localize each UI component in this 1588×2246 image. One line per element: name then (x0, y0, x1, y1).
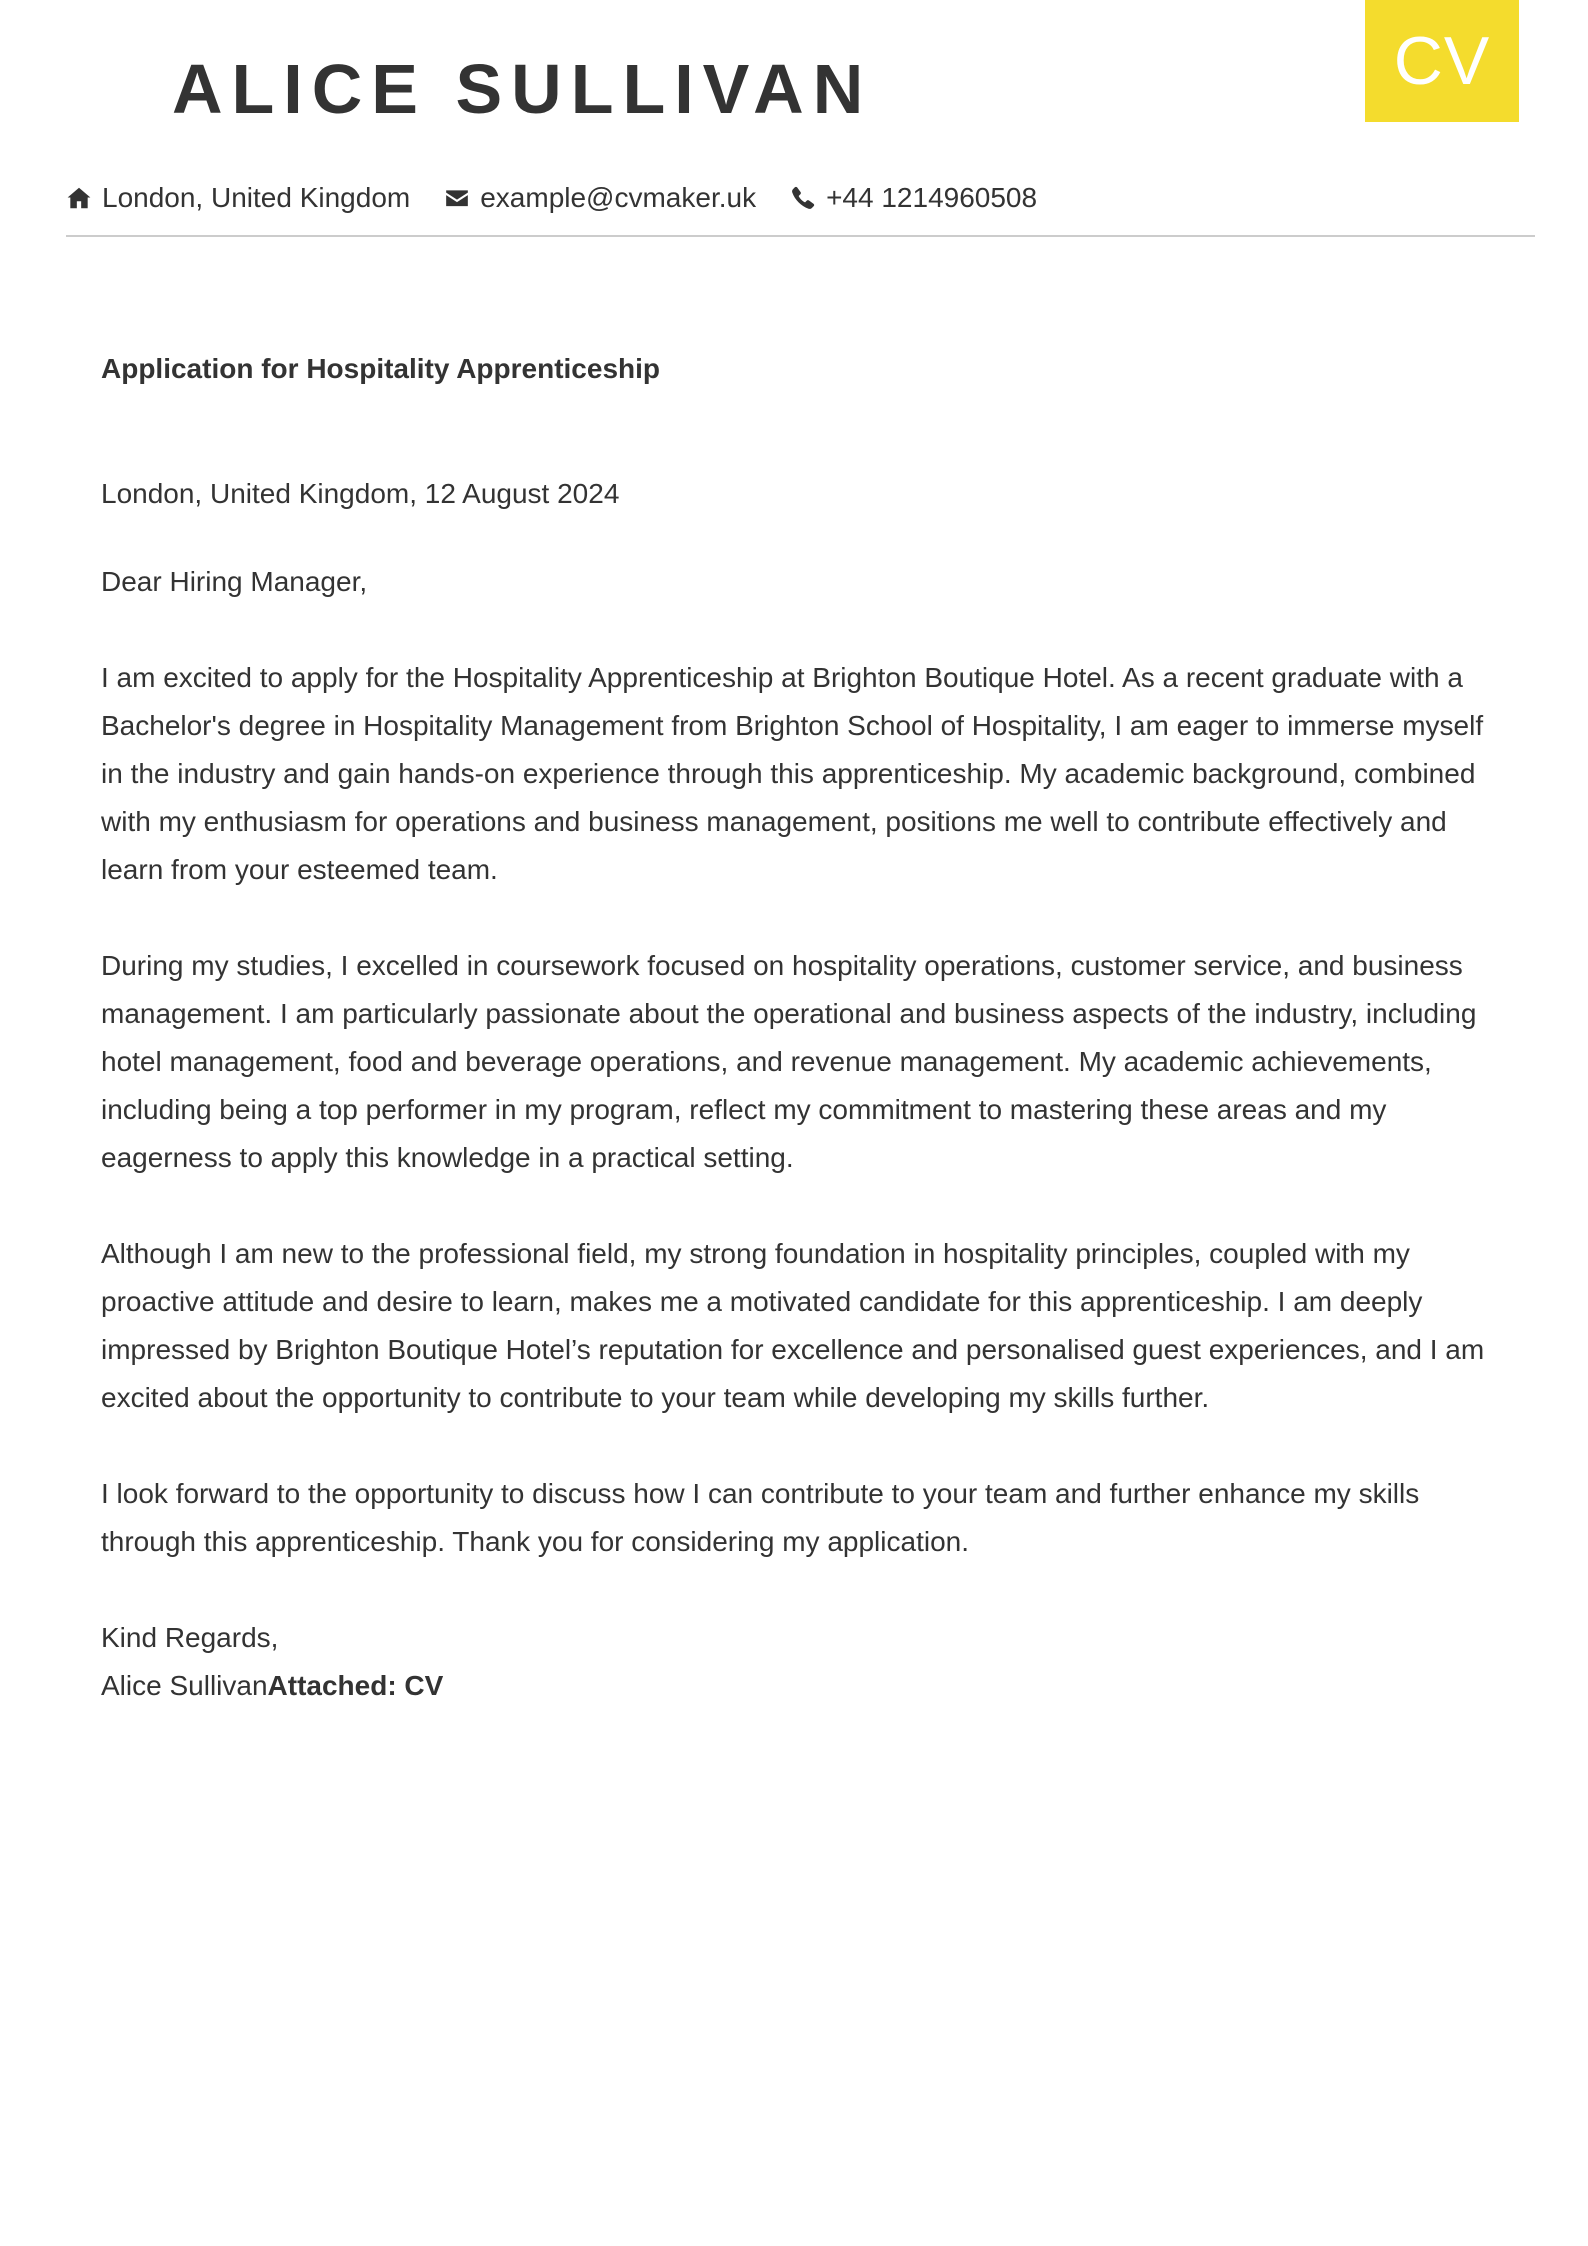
letter-closing: Kind Regards, (101, 1622, 279, 1653)
contact-location (66, 182, 410, 214)
envelope-icon (444, 185, 470, 211)
contact-bar (66, 176, 1071, 220)
letter-body (101, 345, 1501, 1710)
cv-logo-badge: CV (1365, 0, 1519, 122)
location-text: London, United Kingdom (102, 182, 411, 213)
attachment-note: Attached: CV (267, 1670, 444, 1701)
applicant-name: ALICE SULLIVAN (172, 50, 873, 128)
letter-date: London, United Kingdom, 12 August 2024 (101, 478, 620, 509)
letter-paragraph: Although I am new to the professional field, my strong foundation in hospitality principles, coupled with my proactive attitude and desire to learn, makes me a motivated candidate for this apprenticeship. I am deeply impressed by Brighton Boutique Hotel’s reputation for excellence and personalised guest experiences, and I am excited about the opportunity to contribute to your team while developing my skills further. (101, 1238, 1485, 1413)
header-divider (66, 235, 1535, 237)
email-link[interactable]: example@cvmaker.uk (480, 182, 757, 213)
letter-salutation: Dear Hiring Manager, (101, 566, 368, 597)
letter-paragraph: During my studies, I excelled in coursework focused on hospitality operations, customer service, and business management. I am particularly passionate about the operational and business aspects of the industry, including hotel management, food and beverage operations, and revenue management. My academic achievements, including being a top performer in my program, reflect my commitment to mastering these areas and my eagerness to apply this knowledge in a practical setting. (101, 950, 1477, 1173)
phone-text: +44 1214960508 (826, 182, 1038, 213)
letter-subject: Application for Hospitality Apprenticeship (101, 353, 661, 384)
home-icon (66, 185, 92, 211)
letter-paragraph: I am excited to apply for the Hospitality Apprenticeship at Brighton Boutique Hotel. As a recent graduate with a Bachelor's degree in Hospitality Management from Brighton School of Hospitality, I am eager to immerse myself in the industry and gain hands-on experience through this apprenticeship. My academic background, combined with my enthusiasm for operations and business management, positions me well to contribute effectively and learn from your esteemed team. (101, 662, 1484, 885)
contact-email (444, 182, 756, 214)
phone-icon (790, 185, 816, 211)
contact-phone (790, 182, 1037, 214)
letter-signature: Alice Sullivan (101, 1670, 268, 1701)
signature-line (101, 1662, 1501, 1710)
letter-paragraph: I look forward to the opportunity to discuss how I can contribute to your team and further enhance my skills through this apprenticeship. Thank you for considering my application. (101, 1478, 1420, 1557)
